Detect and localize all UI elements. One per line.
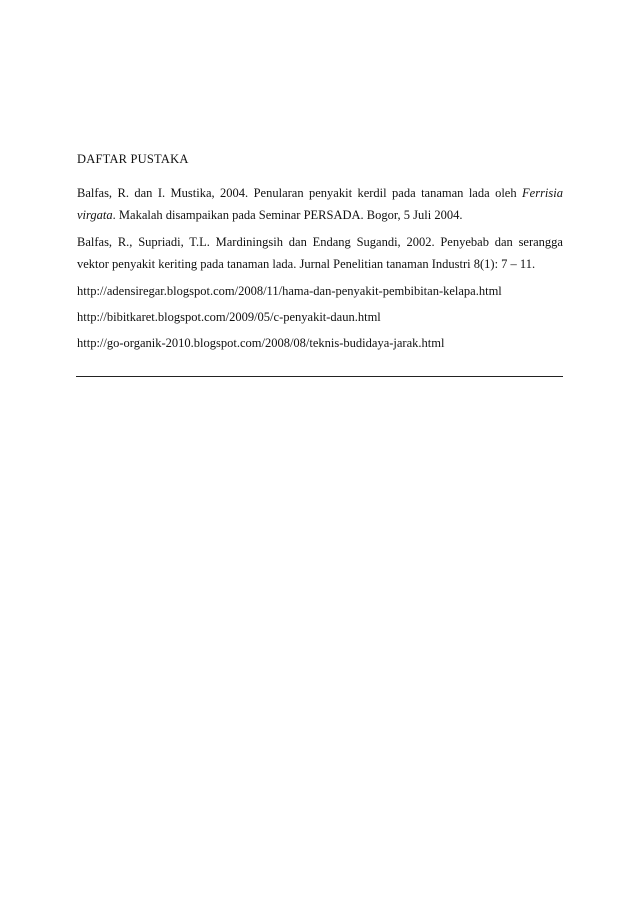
reference-item	[77, 182, 563, 226]
reference-italic-species: Ferrisia virgata	[77, 186, 563, 222]
reference-text: . Makalah disampaikan pada Seminar PERSADA. Bogor, 5 Juli 2004.	[112, 208, 463, 222]
reference-url[interactable]: http://bibitkaret.blogspot.com/2009/05/c-penyakit-daun.html	[77, 310, 381, 324]
horizontal-divider	[76, 376, 563, 377]
reference-text: Balfas, R. dan I. Mustika, 2004. Penularan penyakit kerdil pada tanaman lada oleh	[77, 186, 523, 200]
reference-url[interactable]: http://go-organik-2010.blogspot.com/2008/08/teknis-budidaya-jarak.html	[77, 336, 445, 350]
reference-item: Balfas, R., Supriadi, T.L. Mardiningsih dan Endang Sugandi, 2002. Penyebab dan serangga vektor penyakit keriting pada tanaman lada. Jurnal Penelitian tanaman Industri 8(1): 7 – 11.	[77, 235, 563, 271]
reference-url[interactable]: http://adensiregar.blogspot.com/2008/11/hama-dan-penyakit-pembibitan-kelapa.html	[77, 284, 502, 298]
page-title: DAFTAR PUSTAKA	[77, 152, 189, 166]
